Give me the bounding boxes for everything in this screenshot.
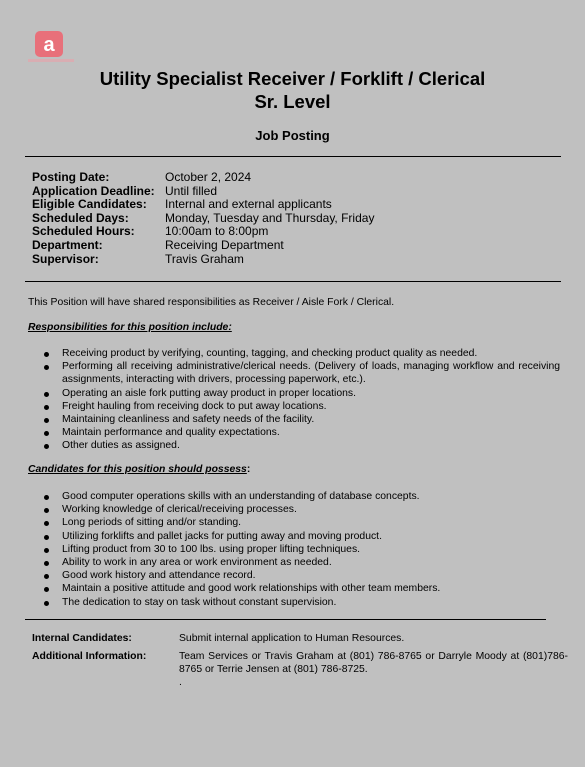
bullet-icon — [44, 587, 49, 592]
list-item: Working knowledge of clerical/receiving processes. — [44, 503, 560, 516]
bullet-icon — [44, 392, 49, 397]
divider-details — [25, 281, 561, 282]
intro-text: This Position will have shared responsibilities as Receiver / Aisle Fork / Clerical. — [28, 297, 395, 308]
detail-row: Scheduled Days: Monday, Tuesday and Thursday, Friday — [32, 210, 375, 225]
list-item: Good work history and attendance record. — [44, 569, 560, 582]
list-item: Performing all receiving administrative/clerical needs. (Delivery of loads, managing workflow and receiving assignments, interacting with drivers, processing paperwork, etc.). — [44, 360, 560, 386]
list-item: Receiving product by verifying, counting, tagging, and checking product quality as needed. — [44, 347, 560, 360]
bullet-icon — [44, 405, 49, 410]
internal-candidates-row: Internal Candidates: Submit internal application to Human Resources. — [32, 633, 405, 644]
bullet-icon — [44, 601, 49, 606]
detail-row: Posting Date: October 2, 2024 — [32, 170, 252, 184]
bullet-icon — [44, 561, 49, 566]
bullet-icon — [44, 444, 49, 449]
title-line-2: Sr. Level — [254, 91, 331, 112]
detail-row: Scheduled Hours: 10:00am to 8:00pm — [32, 224, 269, 239]
trailing-period: . — [179, 677, 182, 689]
bullet-icon — [44, 535, 49, 540]
detail-row: Eligible Candidates: Internal and external applicants — [32, 197, 332, 212]
list-item: Maintain performance and quality expectations. — [44, 426, 560, 439]
list-item: Good computer operations skills with an understanding of database concepts. — [44, 490, 560, 503]
list-item: Maintain a positive attitude and good work relationships with other team members. — [44, 582, 560, 595]
divider-top — [25, 156, 561, 157]
bullet-icon — [44, 418, 49, 423]
responsibilities-heading: Responsibilities for this position include: — [28, 322, 232, 333]
responsibilities-list — [44, 347, 560, 453]
list-item: Long periods of sitting and/or standing. — [44, 516, 560, 529]
bullet-icon — [44, 352, 49, 357]
list-item: Maintaining cleanliness and safety needs of the facility. — [44, 413, 560, 426]
bullet-icon — [44, 521, 49, 526]
bullet-icon — [44, 508, 49, 513]
page-subtitle: Job Posting — [255, 128, 330, 143]
qualifications-list — [44, 490, 560, 609]
list-item: Lifting product from 30 to 100 lbs. using proper lifting techniques. — [44, 543, 560, 556]
bullet-icon — [44, 495, 49, 500]
list-item: Freight hauling from receiving dock to put away locations. — [44, 400, 560, 413]
detail-row: Application Deadline: Until filled — [32, 183, 218, 198]
detail-row: Supervisor: Travis Graham — [32, 251, 244, 266]
list-item: Operating an aisle fork putting away product in proper locations. — [44, 387, 560, 400]
divider-footer — [25, 619, 546, 620]
list-item: Ability to work in any area or work environment as needed. — [44, 556, 560, 569]
bullet-icon — [44, 548, 49, 553]
logo-letter: a — [43, 34, 55, 56]
bullet-icon — [44, 365, 49, 370]
company-logo — [35, 31, 63, 57]
list-item: Utilizing forklifts and pallet jacks for putting away and moving product. — [44, 530, 560, 543]
title-line-1: Utility Specialist Receiver / Forklift / Clerical — [99, 68, 486, 89]
list-item: Other duties as assigned. — [44, 439, 560, 452]
list-item: The dedication to stay on task without constant supervision. — [44, 596, 560, 609]
bullet-icon — [44, 431, 49, 436]
posting-details — [32, 171, 374, 266]
qualifications-heading: Candidates for this position should possess: — [28, 464, 251, 475]
page-title — [0, 67, 585, 113]
additional-info-row: Additional Information: Team Services or Travis Graham at (801) 786-8765 or Darryle Moody at (801)786-8765 or Terrie Jensen at (801) 786-8725. . — [32, 651, 568, 689]
logo-tagline — [28, 59, 74, 62]
bullet-icon — [44, 574, 49, 579]
detail-row: Department: Receiving Department — [32, 237, 284, 252]
